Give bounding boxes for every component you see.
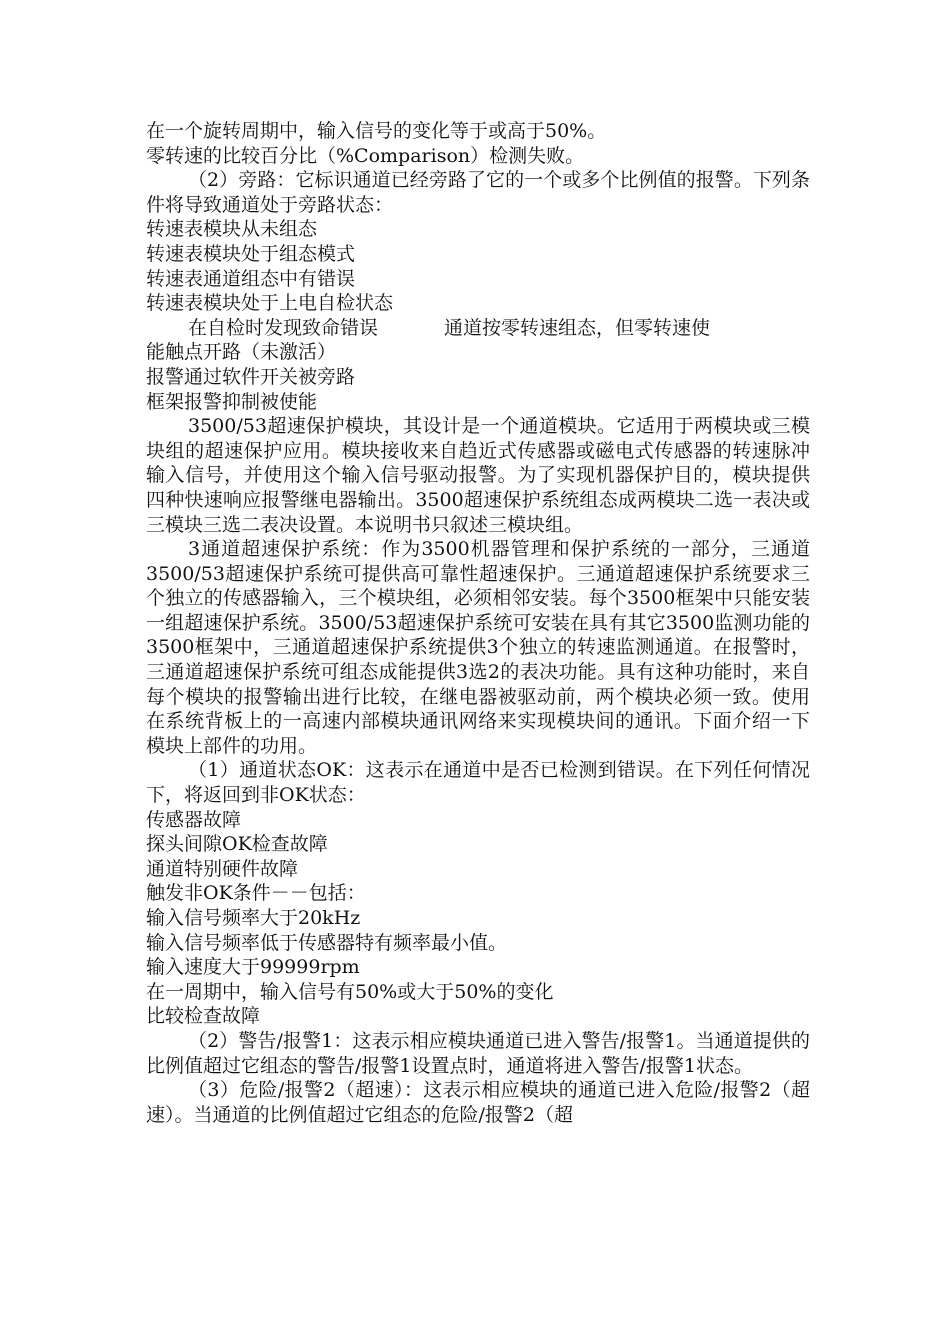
list-item: 输入信号频率低于传感器特有频率最小值。 [146, 931, 508, 954]
list-item: 在一周期中，输入信号有50%或大于50%的变化 [146, 980, 554, 1003]
list-item: 比较检查故障 [146, 1005, 261, 1028]
list-item: 转速表模块处于上电自检状态 [146, 292, 394, 315]
document-page [146, 119, 810, 1127]
paragraph-bypass: （2）旁路：它标识通道已经旁路了它的一个或多个比例值的报警。下列条件将导致通道处于旁路状态： [146, 169, 810, 216]
paragraph-three-channel: 3通道超速保护系统：作为3500机器管理和保护系统的一部分，三通道3500/53超速保护系统可提供高可靠性超速保护。三通道超速保护系统要求三个独立的传感器输入，三个模块组，必须相邻安装。每个3500框架中只能安装一组超速保护系统。3500/53超速保护系统可安装在具有其它3500监测功能的3500框架中，三通道超速保护系统提供3个独立的转速监测通道。在报警时，三通道超速保护系统可组态成能提供3选2的表决功能。具有这种功能时，来自每个模块的报警输出进行比较，在继电器被驱动前，两个模块必须一致。使用在系统背板上的一高速内部模块通讯网络来实现模块间的通讯。下面介绍一下模块上部件的功用。 [146, 538, 810, 757]
paragraph-1: 在一个旋转周期中，输入信号的变化等于或高于50%。 [146, 120, 607, 142]
list-item: 转速表模块从未组态 [146, 218, 318, 241]
split-line-left: 在自检时发现致命错误 [188, 316, 379, 339]
list-item: 输入信号频率大于20kHz [146, 907, 361, 929]
paragraph-module-intro: 3500/53超速保护模块，其设计是一个通道模块。它适用于两模块或三模块组的超速保护应用。模块接收来自趋近式传感器或磁电式传感器的转速脉冲输入信号，并使用这个输入信号驱动报警。为了实现机器保护目的，模块提供四种快速响应报警继电器输出。3500超速保护系统组态成两模块二选一表决或三模块三选二表决设置。本说明书只叙述三模块组。 [146, 415, 810, 536]
list-item: 触发非OK条件－－包括： [146, 882, 366, 905]
list-item: 转速表模块处于组态模式 [146, 242, 356, 265]
list-item: 通道特别硬件故障 [146, 857, 299, 880]
paragraph-danger: （3）危险/报警2（超速）：这表示相应模块的通道已进入危险/报警2（超速）。当通道的比例值超过它组态的危险/报警2（超 [146, 1079, 810, 1126]
list-item: 转速表通道组态中有错误 [146, 267, 356, 290]
paragraph-2: 零转速的比较百分比（%Comparison）检测失败。 [146, 144, 585, 167]
paragraph-alert: （2）警告/报警1：这表示相应模块通道已进入警告/报警1。当通道提供的比例值超过它组态的警告/报警1设置点时，通道将进入警告/报警1状态。 [146, 1029, 810, 1077]
list-item: 输入速度大于99999rpm [146, 956, 360, 979]
list-item: 探头间隙OK检查故障 [146, 833, 328, 856]
split-line [146, 316, 810, 341]
split-line-continuation: 能触点开路（未激活） [146, 341, 337, 364]
list-item: 报警通过软件开关被旁路 [146, 365, 356, 388]
paragraph-channel-ok: （1）通道状态OK：这表示在通道中是否已检测到错误。在下列任何情况下，将返回到非OK状态： [146, 759, 810, 807]
list-item: 传感器故障 [146, 808, 242, 831]
list-item: 框架报警抑制被使能 [146, 390, 318, 413]
split-line-right: 通道按零转速组态，但零转速使 [444, 316, 711, 339]
